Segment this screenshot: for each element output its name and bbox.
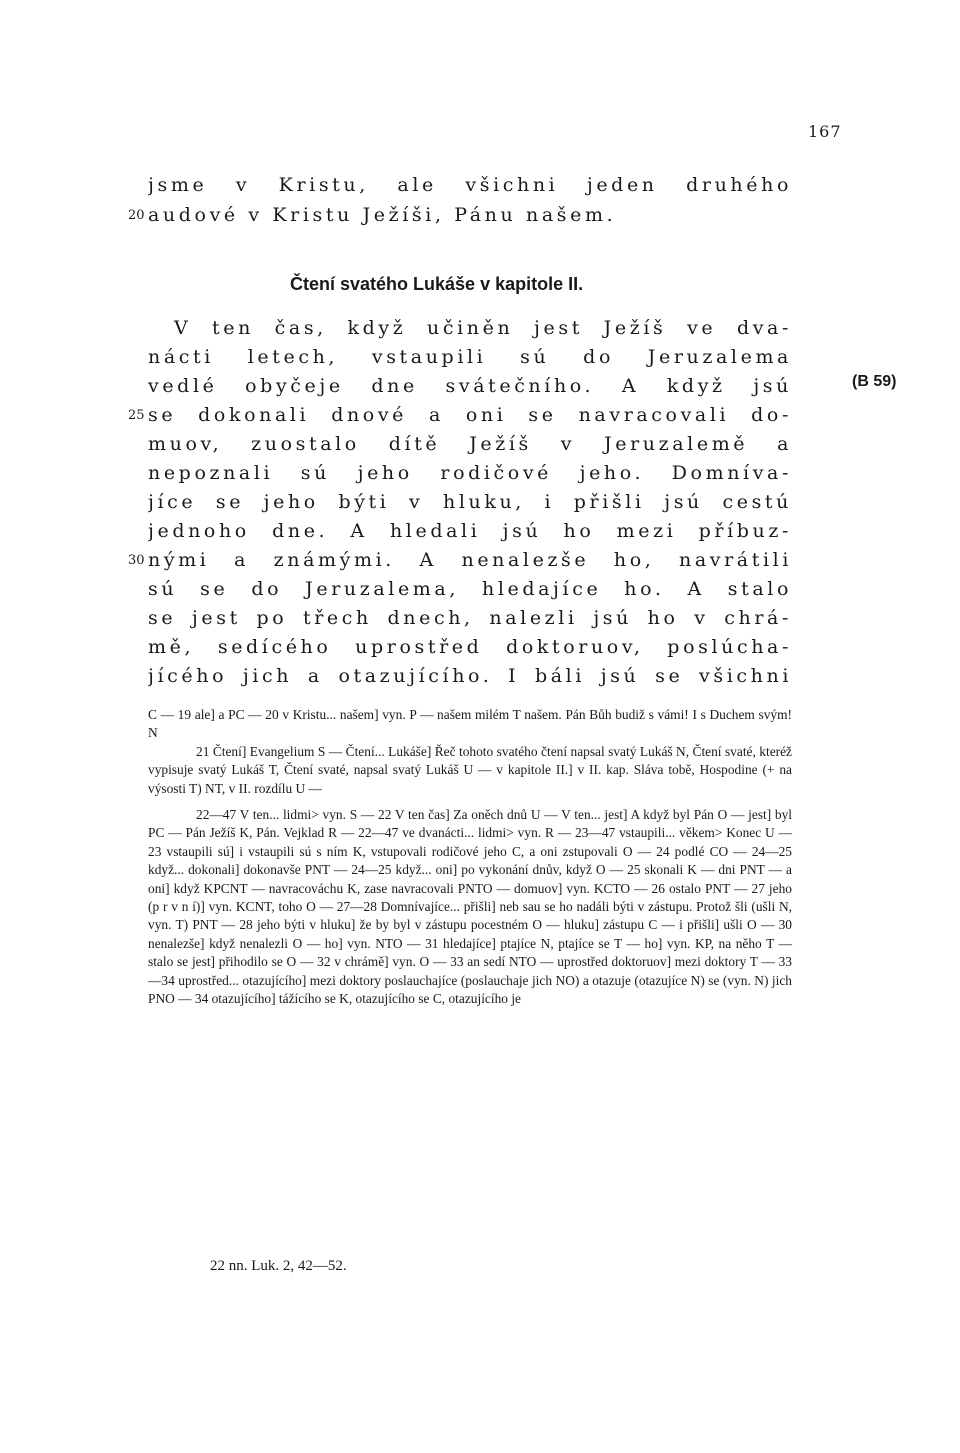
main-line-3: V ten čas, když učiněn jest Ježíš ve dva- bbox=[174, 317, 792, 339]
line-number: 25 bbox=[128, 408, 145, 423]
critical-apparatus bbox=[148, 706, 792, 1009]
main-line-9: jíce se jeho býti v hluku, i přišli jsú cestú bbox=[148, 491, 792, 513]
main-line-7: muov, zuostalo dítě Ježíš v Jeruzalemě a bbox=[148, 433, 792, 455]
footnote: 22 nn. Luk. 2, 42—52. bbox=[210, 1258, 347, 1274]
main-line-1: jsme v Kristu, ale všichni jeden druhého bbox=[148, 174, 792, 196]
apparatus-entry: C — 19 ale] a PC — 20 v Kristu... našem] vyn. P — našem milém T našem. Pán Bůh budiž s vámi! I s Duchem svým! N bbox=[148, 707, 792, 741]
margin-note: (B 59) bbox=[852, 373, 897, 390]
page-number: 167 bbox=[808, 122, 842, 141]
main-line-4: nácti letech, vstaupili sú do Jeruzalema bbox=[148, 346, 792, 368]
main-line-12: sú se do Jeruzalema, hledajíce ho. A stalo bbox=[148, 578, 792, 600]
main-line-8: nepoznali sú jeho rodičové jeho. Domníva- bbox=[148, 462, 792, 484]
main-line-10: jednoho dne. A hledali jsú ho mezi příbuz- bbox=[148, 520, 792, 542]
main-line-15: jícého jich a otazujícího. I báli jsú se všichni bbox=[148, 665, 792, 687]
main-line-5: vedlé obyčeje dne svátečního. A když jsú bbox=[148, 375, 792, 397]
apparatus-entry: 21 Čtení] Evangelium S — Čtení... Lukáše] Řeč tohoto svatého čtení napsal svatý Lukáš N, Čtení svaté, kteréž vypisuje svatý Lukáš T, Čtení svaté, napsal svatý Lukáš U — v kapitole II.] v II. kap. Sláva tobě, Hospodine (+ na výsosti T) NT, v II. rozdílu U — bbox=[148, 743, 792, 796]
main-line-11: 30 nými a známými. A nenalezše ho, navrátili bbox=[128, 549, 792, 571]
main-line-14: mě, sedícého uprostřed doktoruov, poslúcha- bbox=[148, 636, 792, 658]
main-line-13: se jest po třech dnech, nalezli jsú ho v chrá- bbox=[148, 607, 792, 629]
main-line-6: 25 se dokonali dnové a oni se navracovali do- bbox=[128, 404, 792, 426]
line-number: 30 bbox=[128, 553, 145, 568]
apparatus-entry: 22—47 V ten... lidmi> vyn. S — 22 V ten čas] Za oněch dnů U — V ten... jest] A když byl Pán O — jest] byl PC — Pán Ježíš K, Pán. Vejklad R — 22—47 ve dvanácti... lidmi> vyn. R — 23—47 vstaupili... věkem> Konec U — 23 vstaupili sú] i vstaupili sú s ním K, vstupovali rodičové jeho C, a oni zstupovali O — 24 podlé CO — 24—25 když... dokonali] dokonavše PNT — 24—25 když... oni] po vykonání dnův, když O — 25 skonali K — dni PNT — a oni] když KPCNT — navracováchu K, zase navracovali PNTO — domuov] vyn. KCTO — 26 ostalo PNT — 27 jeho (p r v n í)] vyn. KCNT, toho O — 27—28 Domnívajíce... přišli] neb sau se ho nadáli býti v zástupu. Protož šli (ušli N, vyn. T) PNT — 28 jeho býti v hluku] že by byl v zástupu pocestném O — hluku] zástupu C — i přišli] ušli O — 30 nenalezše] když nenalezli O — ho] vyn. NTO — 31 hledajíce] ptajíce N, ptajíce se T — ho] vyn. KP, na něho T — stalo se jest] přihodilo se O — 32 v chrámě] vyn. O — 33 an sedí NTO — uprostřed doktoruov] mezi doktory T — 33—34 uprostřed... otazujícího] mezi doktory poslauchajíce (poslauchaje jich NO) a otazuje (otazujíce N) se (vyn. N) jich PNO — 34 otazujícího] tážícího se K, otazujícího se C, otazujícího je bbox=[148, 807, 792, 1007]
line-number: 20 bbox=[128, 208, 145, 223]
section-heading: Čtení svatého Lukáše v kapitole II. bbox=[290, 274, 584, 294]
main-line-2: 20 audové v Kristu Ježíši, Pánu našem. bbox=[128, 204, 617, 226]
